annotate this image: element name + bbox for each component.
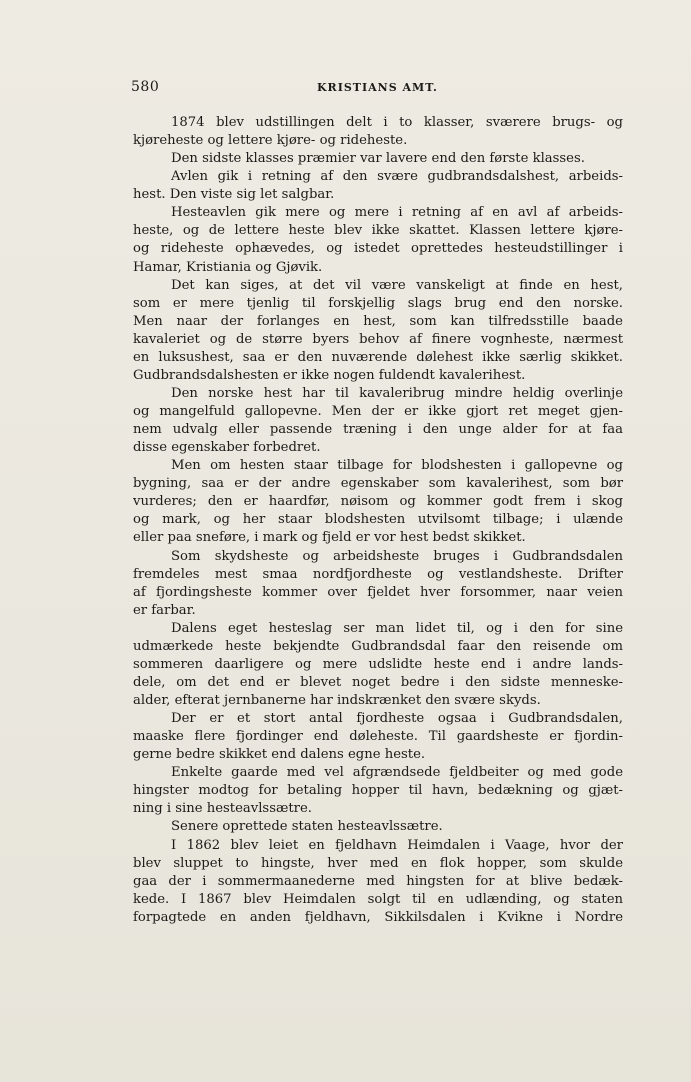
text-line: kjøreheste og lettere kjøre- og rideheste. <box>133 133 408 149</box>
text-line: maaske flere fjordinger end døleheste. Til gaardsheste er fjordin- <box>133 729 623 745</box>
text-line: Gudbrandsdalshesten er ikke nogen fuldendt kavalerihest. <box>133 367 526 383</box>
text-line: sommeren daarligere og mere udslidte heste end i andre lands- <box>133 656 623 672</box>
text-line: heste, og de lettere heste blev ikke skattet. Klassen lettere kjøre- <box>133 223 623 239</box>
text-line: Hamar, Kristiania og Gjøvik. <box>133 259 323 275</box>
text-line: kede. I 1867 blev Heimdalen solgt til en udlænding, og staten <box>133 891 623 907</box>
text-line: Senere oprettede staten hesteavlssætre. <box>171 819 443 835</box>
text-line: er farbar. <box>133 602 196 618</box>
text-line: og mark, og her staar blodshesten utvilsomt tilbage; i ulænde <box>133 512 623 528</box>
page-header <box>131 79 623 99</box>
text-line: gaa der i sommermaanederne med hingsten for at blive bedæk- <box>133 873 623 889</box>
text-line: Den sidste klasses præmier var lavere end den første klasses. <box>171 151 585 167</box>
text-line: vurderes; den er haardfør, nøisom og kommer godt frem i skog <box>133 494 623 510</box>
text-line: hest. Den viste sig let salgbar. <box>133 187 335 203</box>
text-line: Avlen gik i retning af den svære gudbrandsdalshest, arbeids- <box>171 169 623 185</box>
text-line: I 1862 blev leiet en fjeldhavn Heimdalen i Vaage, hvor der <box>171 837 623 853</box>
text-line: gerne bedre skikket end dalens egne heste. <box>133 747 426 763</box>
text-line: Dalens eget hesteslag ser man lidet til, og i den for sine <box>171 620 623 636</box>
text-line: kavaleriet og de større byers behov af finere vognheste, nærmest <box>133 331 623 347</box>
text-line: 1874 blev udstillingen delt i to klasser, sværere brugs- og <box>171 115 623 130</box>
text-line: Der er et stort antal fjordheste ogsaa i Gudbrandsdalen, <box>171 711 623 727</box>
body-text <box>133 114 623 927</box>
text-line: Enkelte gaarde med vel afgrændsede fjeldbeiter og med gode <box>171 765 623 781</box>
text-line: Men naar der forlanges en hest, som kan tilfredsstille baade <box>133 313 623 329</box>
text-line: bygning, saa er der andre egenskaber som kavalerihest, som bør <box>133 476 623 492</box>
text-line: forpagtede en anden fjeldhavn, Sikkilsdalen i Kvikne i Nordre <box>133 909 623 925</box>
text-line: Hesteavlen gik mere og mere i retning af en avl af arbeids- <box>171 205 623 221</box>
text-line: blev sluppet to hingste, hver med en flok hopper, som skulde <box>133 855 623 871</box>
text-line: og rideheste ophævedes, og istedet oprettedes hesteudstillinger i <box>133 241 623 257</box>
text-line: eller paa sneføre, i mark og fjeld er vor hest bedst skikket. <box>133 530 526 546</box>
text-line: nem udvalg eller passende træning i den unge alder for at faa <box>133 422 623 438</box>
text-line: og mangelfuld gallopevne. Men der er ikke gjort ret meget gjen- <box>133 404 623 419</box>
text-line: som er mere tjenlig til forskjellig slags brug end den norske. <box>133 295 623 311</box>
page-number: 580 <box>131 79 160 95</box>
text-line: hingster modtog for betaling hopper til havn, bedækning og gjæt- <box>133 783 623 799</box>
text-line: Som skydsheste og arbeidsheste bruges i Gudbrandsdalen <box>171 548 623 564</box>
text-line: en luksushest, saa er den nuværende dølehest ikke særlig skikket. <box>133 349 623 365</box>
running-head: KRISTIANS AMT. <box>317 81 438 94</box>
text-line: alder, efterat jernbanerne har indskrænket den svære skyds. <box>133 693 541 708</box>
text-line: udmærkede heste bekjendte Gudbrandsdal faar den reisende om <box>133 638 623 654</box>
text-line: Men om hesten staar tilbage for blodshesten i gallopevne og <box>171 458 623 474</box>
text-line: ning i sine hesteavlssætre. <box>133 801 312 817</box>
text-line: af fjordingsheste kommer over fjeldet hver forsommer, naar veien <box>133 584 623 600</box>
text-line: fremdeles mest smaa nordfjordheste og vestlandsheste. Drifter <box>133 566 623 582</box>
text-line: Den norske hest har til kavaleribrug mindre heldig overlinje <box>171 385 623 401</box>
text-line: disse egenskaber forbedret. <box>133 440 321 456</box>
text-line: Det kan siges, at det vil være vanskeligt at finde en hest, <box>171 277 623 293</box>
text-line: dele, om det end er blevet noget bedre i den sidste menneske- <box>133 674 623 690</box>
